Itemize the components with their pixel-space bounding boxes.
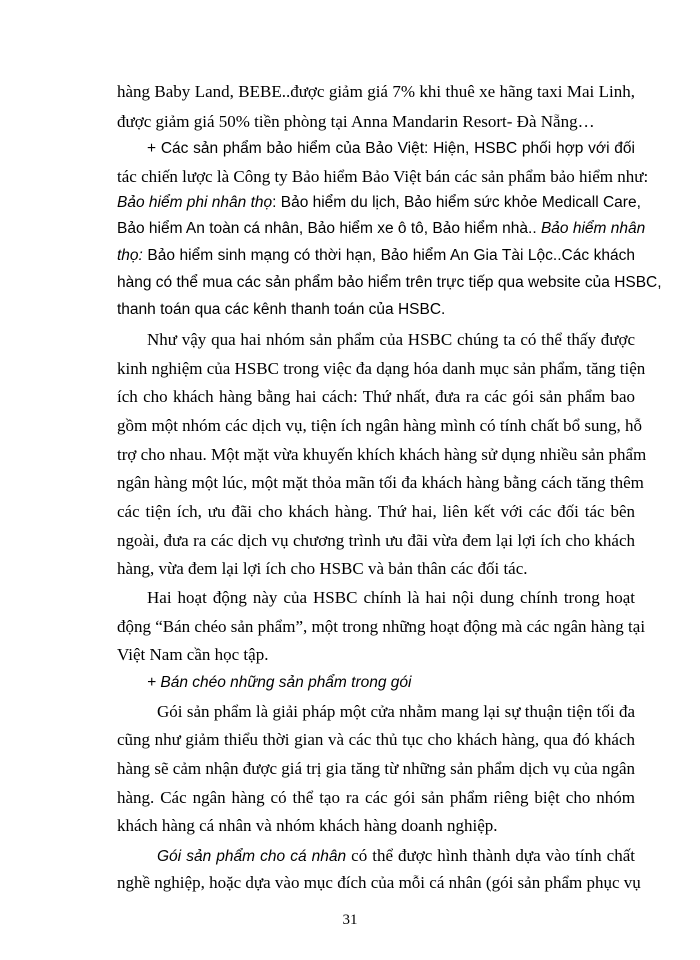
text-line: hàng sẽ cảm nhận được giá trị gia tăng từ những sản phẩm dịch vụ của ngân (117, 759, 635, 778)
section-heading: + Bán chéo những sản phẩm trong gói (147, 674, 412, 691)
text-line: ngoài, đưa ra các dịch vụ chương trình ưu đãi vừa đem lại lợi ích cho khách (117, 531, 635, 550)
text-line: thọ: Bảo hiểm sinh mạng có thời hạn, Bảo hiểm An Gia Tài Lộc..Các khách (117, 247, 635, 264)
text-line: cũng như giảm thiểu thời gian và các thủ tục cho khách hàng, qua đó khách (117, 730, 635, 749)
text-line: các tiện ích, ưu đãi cho khách hàng. Thứ hai, liên kết với các đối tác bên (117, 502, 635, 521)
text-line: khách hàng cá nhân và nhóm khách hàng doanh nghiệp. (117, 816, 498, 835)
text-line: gồm một nhóm các dịch vụ, tiện ích ngân hàng mình có tính chất bổ sung, hỗ (117, 416, 643, 435)
text-line: hàng. Các ngân hàng có thể tạo ra các gói sản phẩm riêng biệt cho nhóm (117, 788, 635, 807)
text-line: kinh nghiệm của HSBC trong việc đa dạng hóa danh mục sản phẩm, tăng tiện (117, 359, 646, 378)
text-line: ích cho khách hàng bằng hai cách: Thứ nhất, đưa ra các gói sản phẩm bao (117, 387, 635, 406)
text-line: Hai hoạt động này của HSBC chính là hai nội dung chính trong hoạt (147, 588, 635, 607)
text-line: + Các sản phẩm bảo hiểm của Bảo Việt: Hiện, HSBC phối hợp với đối (147, 140, 635, 157)
text-line: nghề nghiệp, hoặc dựa vào mục đích của mỗi cá nhân (gói sản phẩm phục vụ (117, 873, 641, 892)
text-line: Bảo hiểm An toàn cá nhân, Bảo hiểm xe ô tô, Bảo hiểm nhà.. Bảo hiểm nhân (117, 220, 646, 237)
text-line: trợ cho nhau. Một mặt vừa khuyến khích khách hàng sử dụng nhiều sản phẩm (117, 445, 647, 464)
page-number: 31 (342, 912, 358, 928)
text-line: Gói sản phẩm là giải pháp một cửa nhằm mang lại sự thuận tiện tối đa (157, 702, 635, 721)
text-line: Việt Nam cần học tập. (117, 645, 269, 664)
text-line: hàng có thể mua các sản phẩm bảo hiểm trên trực tiếp qua website của HSBC, (117, 274, 662, 291)
text-line: động “Bán chéo sản phẩm”, một trong những hoạt động mà các ngân hàng tại (117, 617, 646, 636)
text-line: Bảo hiểm phi nhân thọ: Bảo hiểm du lịch, Bảo hiểm sức khỏe Medicall Care, (117, 194, 641, 211)
text-line: ngân hàng một lúc, một mặt thỏa mãn tối đa khách hàng bằng cách tăng thêm (117, 473, 644, 492)
text-line: hàng, vừa đem lại lợi ích cho HSBC và bản thân các đối tác. (117, 559, 528, 578)
text-line: hàng Baby Land, BEBE..được giảm giá 7% khi thuê xe hãng taxi Mai Linh, (117, 82, 635, 101)
text-line: Như vậy qua hai nhóm sản phẩm của HSBC chúng ta có thể thấy được (147, 330, 635, 349)
text-line: thanh toán qua các kênh thanh toán của HSBC. (117, 301, 446, 318)
text-line: tác chiến lược là Công ty Bảo hiểm Bảo Việt bán các sản phẩm bảo hiểm như: (117, 167, 649, 186)
text-line: được giảm giá 50% tiền phòng tại Anna Mandarin Resort- Đà Nẵng… (117, 112, 595, 131)
text-line: Gói sản phẩm cho cá nhân có thể được hình thành dựa vào tính chất (157, 846, 635, 865)
